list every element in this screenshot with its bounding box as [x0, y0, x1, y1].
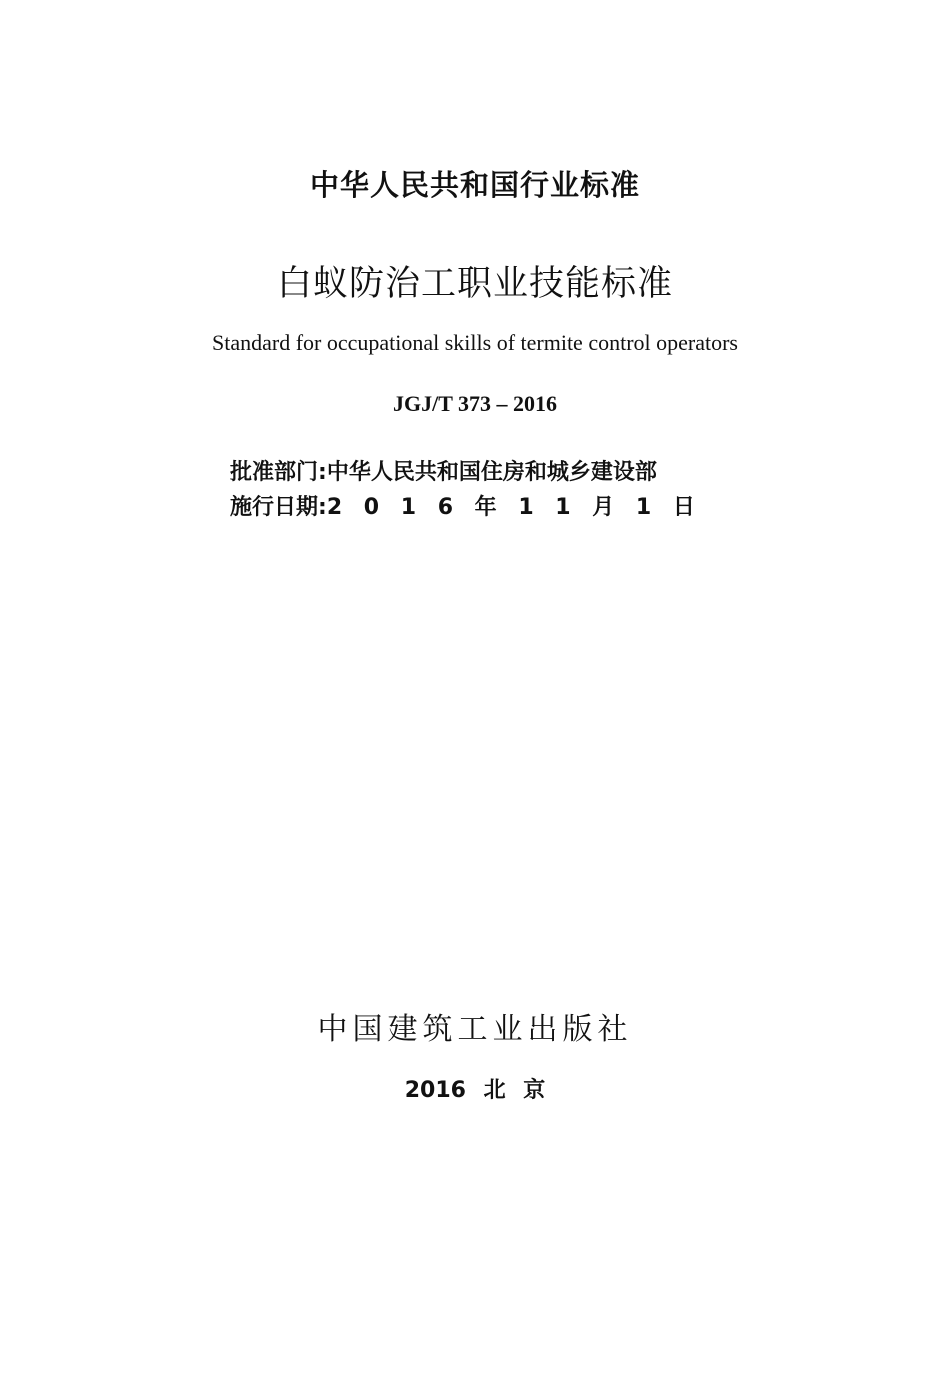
approval-label: 批准部门: — [230, 460, 327, 485]
standard-series-heading: 中华人民共和国行业标准 — [309, 168, 640, 202]
effective-date-label: 施行日期: — [230, 495, 327, 520]
effective-date-row — [230, 490, 695, 521]
approval-value: 中华人民共和国住房和城乡建设部 — [326, 460, 657, 485]
standard-code: JGJ/T 373 – 2016 — [392, 391, 557, 416]
document-title-chinese: 白蚁防治工职业技能标准 — [276, 264, 673, 304]
document-title-english: Standard for occupational skills of termite control operators — [211, 330, 738, 355]
publication-year-place: 2016 北 京 — [404, 1078, 546, 1103]
effective-date-value: 2 0 1 6 年 1 1 月 1 日 — [326, 495, 695, 520]
approval-authority-row — [230, 455, 657, 486]
publisher-name: 中国建筑工业出版社 — [317, 1012, 633, 1047]
